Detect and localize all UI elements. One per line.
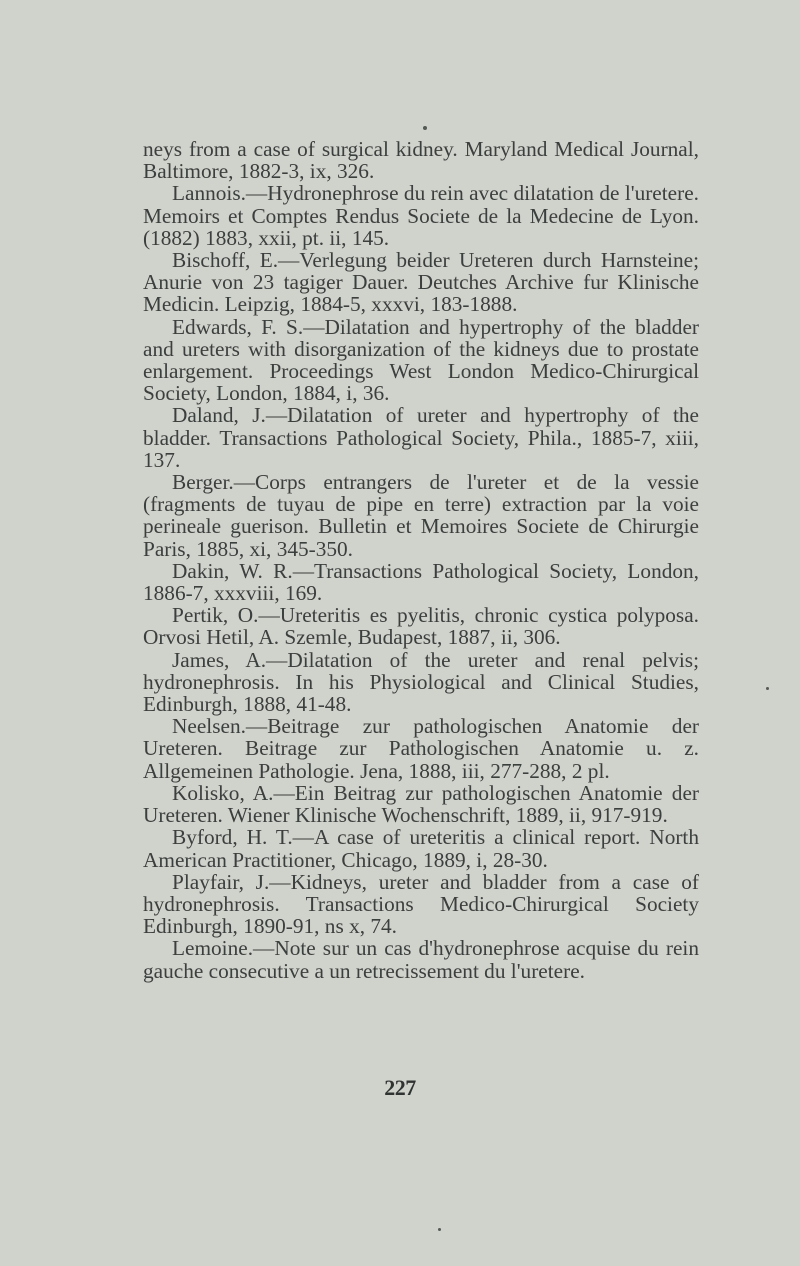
paper-speck xyxy=(766,687,769,690)
bibliography-entry-kolisko: Kolisko, A.—Ein Beitrag zur pathologischen Anatomie der Ureteren. Wiener Klinische Wochenschrift, 1889, ii, 917-919. xyxy=(143,780,699,828)
paper-speck xyxy=(423,126,427,130)
bibliography-entry-james: James, A.—Dilatation of the ureter and renal pelvis; hydronephrosis. In his Physiological and Clinical Studies, Edinburgh, 1888, 41-48. xyxy=(143,647,699,717)
paper-speck xyxy=(438,1228,441,1231)
bibliography-entry-berger: Berger.—Corps entrangers de l'ureter et de la vessie (fragments de tuyau de pipe en terre) extraction par la voie perineale guerison. Bulletin et Memoires Societe de Chirurgie Paris, 1885, xi, 345-350. xyxy=(143,470,699,561)
bibliography-entry-dakin: Dakin, W. R.—Transactions Pathological Society, London, 1886-7, xxxviii, 169. xyxy=(143,558,699,606)
bibliography-list xyxy=(143,138,699,982)
bibliography-entry-byford: Byford, H. T.—A case of ureteritis a clinical report. North American Practitioner, Chicago, 1889, i, 28-30. xyxy=(143,825,699,872)
bibliography-entry-daland: Daland, J.—Dilatation of ureter and hypertrophy of the bladder. Transactions Pathological Society, Phila., 1885-7, xiii, 137. xyxy=(143,403,699,472)
bibliography-entry-neelsen: Neelsen.—Beitrage zur pathologischen Anatomie der Ureteren. Beitrage zur Pathologischen Anatomie u. z. Allgemeinen Pathologie. Jena, 1888, iii, 277-288, 2 pl. xyxy=(143,714,699,783)
bibliography-entry-bischoff: Bischoff, E.—Verlegung beider Ureteren durch Harnsteine; Anurie von 23 tagiger Dauer. Deutches Archive fur Klinische Medicin. Leipzig, 1884-5, xxxvi, 183-1888. xyxy=(143,248,699,317)
bibliography-entry-playfair: Playfair, J.—Kidneys, ureter and bladder from a case of hydronephrosis. Transactions Medico-Chirurgical Society Edinburgh, 1890-91, ns x, 74. xyxy=(143,869,699,939)
bibliography-entry-edwards: Edwards, F. S.—Dilatation and hypertrophy of the bladder and ureters with disorganization of the kidneys due to prostate enlargement. Proceedings West London Medico-Chirurgical Society, London, 1884, i, 36. xyxy=(143,314,699,406)
page-number: 227 xyxy=(384,1075,416,1100)
bibliography-entry-lannois: Lannois.—Hydronephrose du rein avec dilatation de l'uretere. Memoirs et Comptes Rendus Societe de la Medecine de Lyon. (1882) 1883, xxii, pt. ii, 145. xyxy=(143,181,699,250)
bibliography-entry-lemoine: Lemoine.—Note sur un cas d'hydronephrose acquise du rein gauche consecutive a un retrecissement du l'uretere. xyxy=(143,936,699,983)
bibliography-entry-pertik: Pertik, O.—Ureteritis es pyelitis, chronic cystica polyposa. Orvosi Hetil, A. Szemle, Budapest, 1887, ii, 306. xyxy=(143,603,699,650)
bibliography-entry-continued: neys from a case of surgical kidney. Maryland Medical Journal, Baltimore, 1882-3, ix, 326. xyxy=(143,137,699,184)
